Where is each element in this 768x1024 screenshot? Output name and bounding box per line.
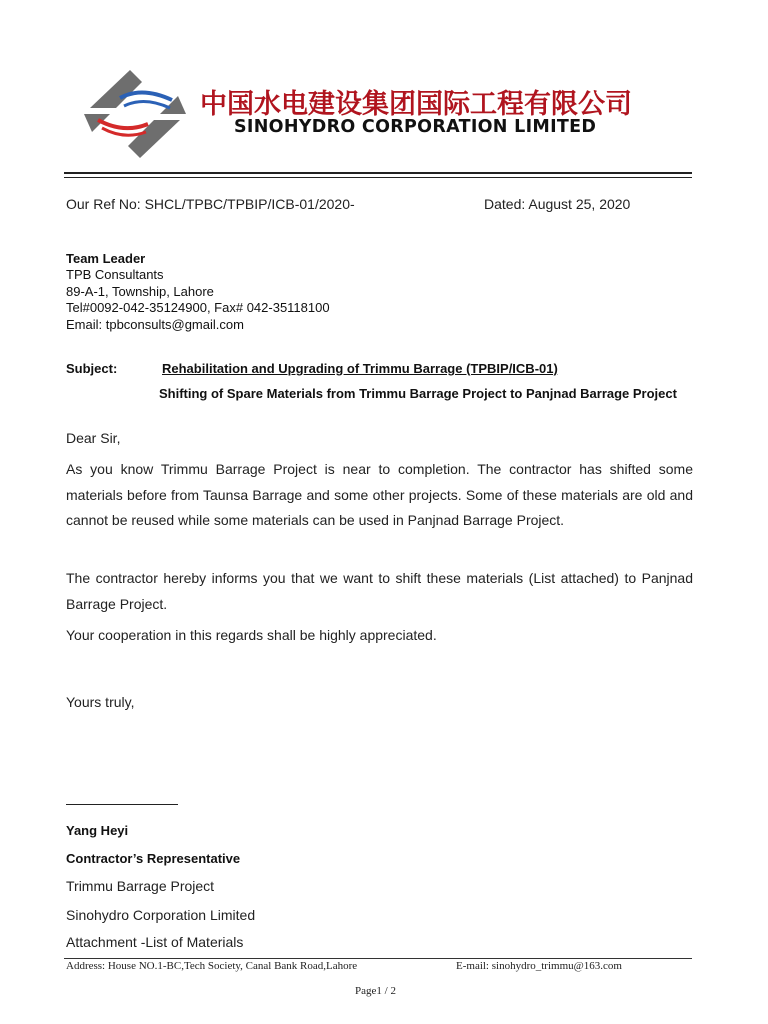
footer-divider — [64, 958, 692, 959]
header-divider — [64, 172, 692, 174]
subject-label: Subject: — [66, 361, 118, 376]
recipient-tel-fax: Tel#0092-042-35124900, Fax# 042-35118100 — [66, 300, 330, 315]
subject-project-title: Rehabilitation and Upgrading of Trimmu Barrage (TPBIP/ICB-01) — [162, 361, 558, 376]
recipient-email: Email: tpbconsults@gmail.com — [66, 317, 244, 332]
page-number: Page1 / 2 — [355, 985, 396, 997]
closing: Yours truly, — [66, 694, 135, 710]
body-paragraph: Your cooperation in this regards shall be highly appreciated. — [66, 627, 437, 643]
signatory-project: Trimmu Barrage Project — [66, 878, 215, 894]
recipient-address: 89-A-1, Township, Lahore — [66, 284, 214, 299]
logo-blue-wave — [124, 101, 170, 108]
letter-date: Dated: August 25, 2020 — [484, 196, 631, 212]
attachment-note: Attachment -List of Materials — [66, 934, 244, 950]
salutation: Dear Sir, — [66, 430, 121, 446]
subject-description: Shifting of Spare Materials from Trimmu Barrage Project to Panjnad Barrage Project — [159, 386, 677, 401]
header-divider-thin — [64, 177, 692, 178]
signatory-company: Sinohydro Corporation Limited — [66, 907, 256, 923]
signatory-role: Contractor’s Representative — [66, 851, 241, 866]
body-paragraph: As you know Trimmu Barrage Project is near to completion. The contractor has shifted some materials before from Taunsa Barrage and some other projects. Some of these materials are old and cannot be reused while some materials can be used in Panjnad Barrage Project. — [66, 461, 693, 528]
company-name-english: SINOHYDRO CORPORATION LIMITED — [234, 117, 597, 137]
footer-address: Address: House NO.1-BC,Tech Society, Canal Bank Road,Lahore — [66, 960, 358, 972]
logo-red-wave — [98, 120, 148, 128]
signature-line — [66, 804, 178, 805]
signatory-name: Yang Heyi — [66, 823, 129, 838]
body-paragraph: The contractor hereby informs you that we want to shift these materials (List attached) to Panjnad Barrage Project. — [66, 570, 693, 612]
logo-blue-wave — [120, 92, 172, 100]
footer-email: E-mail: sinohydro_trimmu@163.com — [456, 960, 622, 972]
sinohydro-logo — [80, 68, 190, 160]
recipient-organization: TPB Consultants — [66, 267, 164, 282]
recipient-title: Team Leader — [66, 251, 146, 266]
reference-number: Our Ref No: SHCL/TPBC/TPBIP/ICB-01/2020- — [66, 196, 355, 212]
company-name-chinese: 中国水电建设集团国际工程有限公司 — [200, 89, 632, 120]
